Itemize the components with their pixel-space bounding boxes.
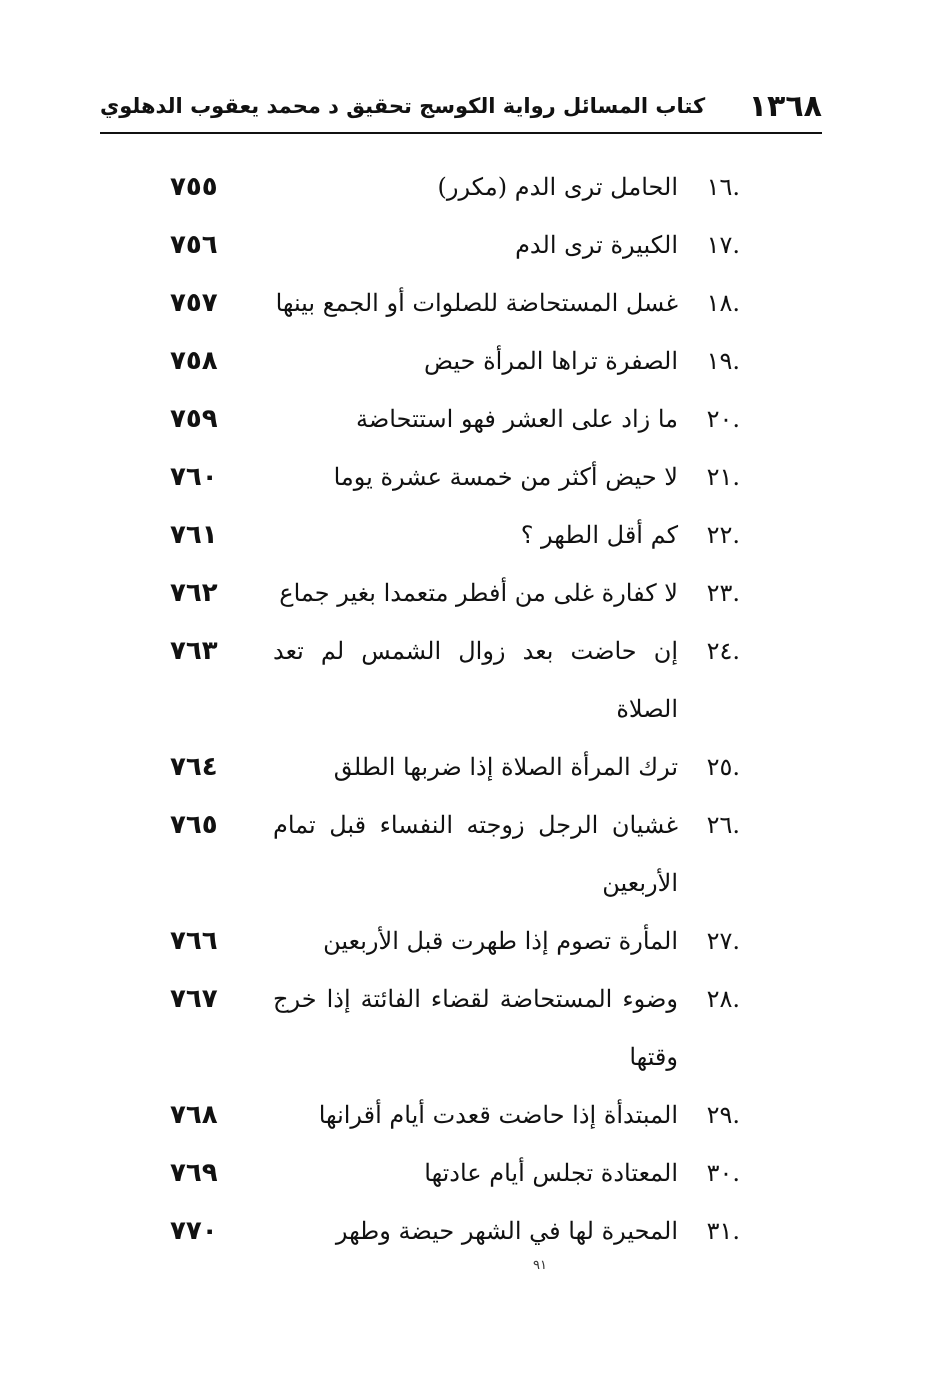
toc-entry — [170, 912, 740, 970]
entry-page-number: ٧٥٥ — [170, 172, 218, 202]
entry-title: كم أقل الطهر ؟ — [520, 521, 678, 549]
entry-number: .١٩ — [706, 347, 740, 375]
toc-entry — [170, 1144, 740, 1202]
entry-title: وضوء المستحاضة لقضاء الفائتة إذا خرج وقتها — [273, 985, 678, 1071]
entry-page-number: ٧٦٦ — [170, 926, 218, 956]
header-divider — [100, 132, 822, 134]
entry-number: .٢٩ — [706, 1101, 740, 1129]
entry-page-number: ٧٥٨ — [170, 346, 218, 376]
toc-entry — [170, 622, 740, 738]
toc-entry — [170, 216, 740, 274]
entry-page-number: ٧٦١ — [170, 520, 218, 550]
entry-title: لا حيض أكثر من خمسة عشرة يوما — [333, 463, 678, 491]
entry-title: غشيان الرجل زوجته النفساء قبل تمام الأربعين — [273, 811, 678, 897]
entry-page-number: ٧٦٠ — [170, 462, 218, 492]
entry-number: .٢٦ — [706, 811, 740, 839]
entry-page-number: ٧٥٦ — [170, 230, 218, 260]
entry-title: ترك المرأة الصلاة إذا ضربها الطلق — [333, 753, 678, 781]
entry-page-number: ٧٦٥ — [170, 810, 218, 840]
entry-page-number: ٧٦٣ — [170, 636, 218, 666]
toc-entry — [170, 448, 740, 506]
toc-entry — [170, 1202, 740, 1260]
entry-number: .٢٢ — [706, 521, 740, 549]
entry-title: المحيرة لها في الشهر حيضة وطهر — [335, 1217, 678, 1245]
toc-entry — [170, 970, 740, 1086]
entry-number: .٢١ — [706, 463, 740, 491]
table-of-contents — [170, 158, 740, 1260]
entry-number: .١٨ — [706, 289, 740, 317]
entry-number: .١٧ — [706, 231, 740, 259]
entry-number: .٣١ — [706, 1217, 740, 1245]
entry-page-number: ٧٦٢ — [170, 578, 218, 608]
running-title: كتاب المسائل رواية الكوسج تحقيق د محمد يعقوب الدهلوي — [100, 94, 706, 118]
entry-number: .٢٤ — [706, 637, 740, 665]
entry-title: إن حاضت بعد زوال الشمس لم تعد الصلاة — [273, 637, 678, 723]
entry-number: .٢٠ — [706, 405, 740, 433]
entry-title: الكبيرة ترى الدم — [515, 231, 678, 259]
toc-entry — [170, 1086, 740, 1144]
page-number: ١٣٦٨ — [748, 88, 822, 124]
toc-entry — [170, 564, 740, 622]
entry-number: .٢٣ — [706, 579, 740, 607]
entry-title: المبتدأة إذا حاضت قعدت أيام أقرانها — [318, 1101, 678, 1129]
entry-title: غسل المستحاضة للصلوات أو الجمع بينها — [275, 289, 678, 317]
toc-entry — [170, 158, 740, 216]
entry-page-number: ٧٦٩ — [170, 1158, 218, 1188]
entry-title: الصفرة تراها المرأة حيض — [423, 347, 678, 375]
entry-number: .١٦ — [706, 173, 740, 201]
toc-entry — [170, 332, 740, 390]
toc-entry — [170, 506, 740, 564]
entry-title: المعتادة تجلس أيام عادتها — [424, 1159, 678, 1187]
entry-number: .٢٨ — [706, 985, 740, 1013]
entry-title: المأرة تصوم إذا طهرت قبل الأربعين — [323, 927, 678, 955]
entry-page-number: ٧٥٩ — [170, 404, 218, 434]
entry-title: الحامل ترى الدم (مكرر) — [437, 173, 678, 201]
entry-title: ما زاد على العشر فهو استتحاضة — [356, 405, 678, 433]
toc-entry — [170, 738, 740, 796]
entry-number: .٢٧ — [706, 927, 740, 955]
entry-title: لا كفارة غلى من أفطر متعمدا بغير جماع — [279, 579, 678, 607]
entry-page-number: ٧٥٧ — [170, 288, 218, 318]
entry-page-number: ٧٦٤ — [170, 752, 218, 782]
toc-entry — [170, 274, 740, 332]
entry-number: .٢٥ — [706, 753, 740, 781]
page-header — [100, 82, 822, 130]
entry-page-number: ٧٦٨ — [170, 1100, 218, 1130]
footer-mark: ٩١ — [533, 1258, 547, 1273]
entry-number: .٣٠ — [706, 1159, 740, 1187]
toc-entry — [170, 390, 740, 448]
entry-page-number: ٧٦٧ — [170, 984, 218, 1014]
entry-page-number: ٧٧٠ — [170, 1216, 218, 1246]
toc-entry — [170, 796, 740, 912]
